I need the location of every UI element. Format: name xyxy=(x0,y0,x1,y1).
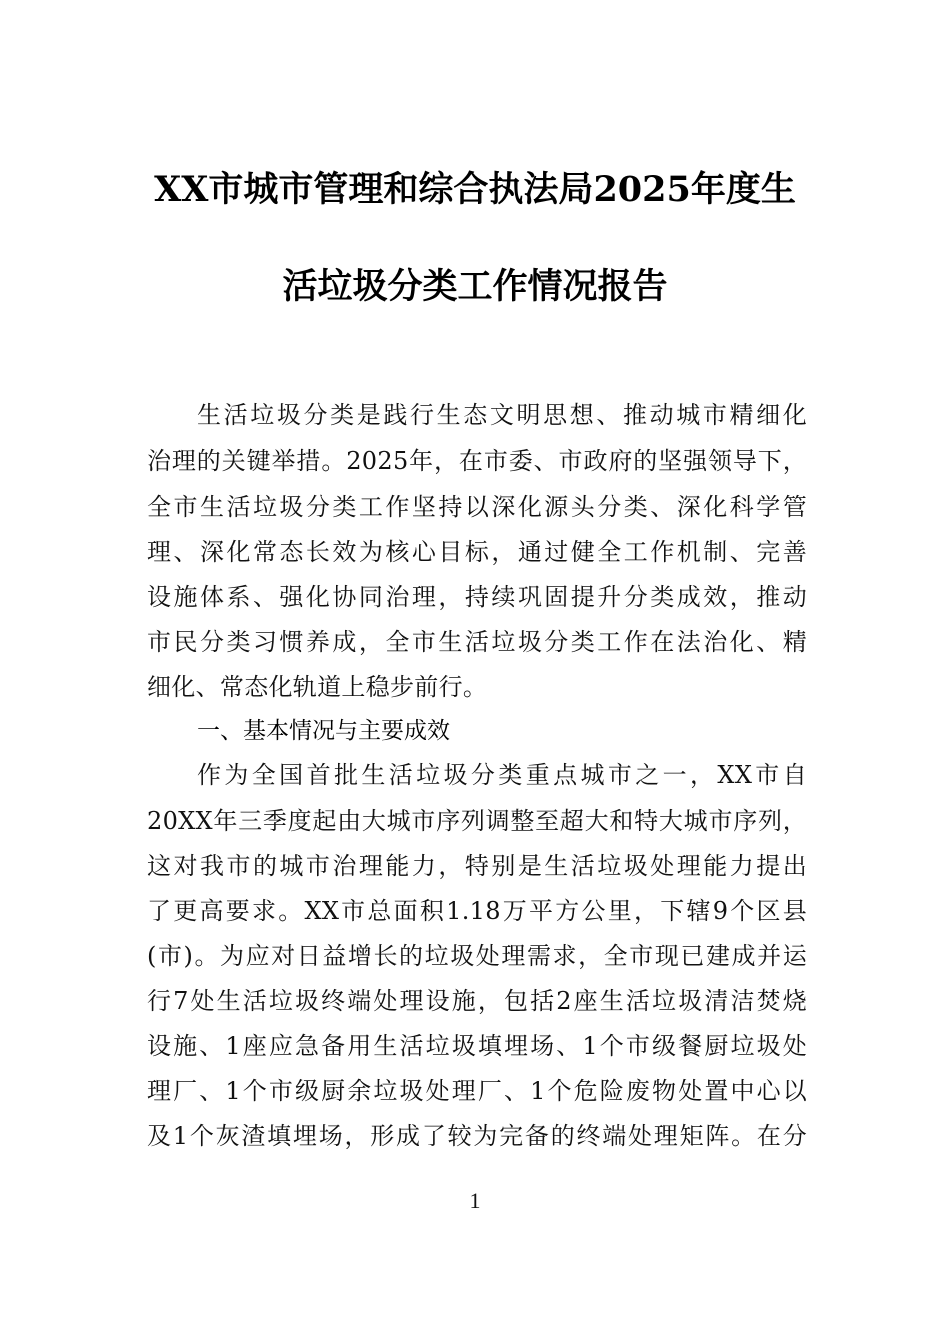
paragraph-line: (市)。为应对日益增长的垃圾处理需求，全市现已建成并运 xyxy=(147,942,807,970)
paragraph-line: 理厂、1个市级厨余垃圾处理厂、1个危险废物处置中心以 xyxy=(147,1077,807,1105)
paragraph-line: 设施、1座应急备用生活垃圾填埋场、1个市级餐厨垃圾处 xyxy=(147,1032,807,1060)
paragraph-line: 这对我市的城市治理能力，特别是生活垃圾处理能力提出 xyxy=(147,852,807,880)
section-heading: 一、基本情况与主要成效 xyxy=(197,718,450,744)
paragraph-line: 细化、常态化轨道上稳步前行。 xyxy=(147,673,488,701)
paragraph-line: 行7处生活垃圾终端处理设施，包括2座生活垃圾清洁焚烧 xyxy=(147,987,807,1015)
document-title-line-1: XX市城市管理和综合执法局2025年度生 xyxy=(154,169,796,210)
paragraph-line: 及1个灰渣填埋场，形成了较为完备的终端处理矩阵。在分 xyxy=(147,1122,807,1150)
document-title-line-2: 活垃圾分类工作情况报告 xyxy=(282,266,668,307)
paragraph-line: 了更高要求。XX市总面积1.18万平方公里，下辖9个区县 xyxy=(147,897,807,925)
paragraph-line: 设施体系、强化协同治理，持续巩固提升分类成效，推动 xyxy=(147,583,807,611)
paragraph-line: 市民分类习惯养成，全市生活垃圾分类工作在法治化、精 xyxy=(147,628,807,656)
paragraph-line: 全市生活垃圾分类工作坚持以深化源头分类、深化科学管 xyxy=(147,493,807,521)
paragraph-line: 理、深化常态长效为核心目标，通过健全工作机制、完善 xyxy=(147,538,807,566)
paragraph-line: 治理的关键举措。2025年，在市委、市政府的坚强领导下， xyxy=(147,447,807,475)
page-number: 1 xyxy=(469,1188,481,1213)
paragraph-line: 作为全国首批生活垃圾分类重点城市之一，XX市自 xyxy=(197,761,807,789)
paragraph-line: 生活垃圾分类是践行生态文明思想、推动城市精细化 xyxy=(197,401,807,429)
paragraph-line: 20XX年三季度起由大城市序列调整至超大和特大城市序列， xyxy=(147,807,807,835)
